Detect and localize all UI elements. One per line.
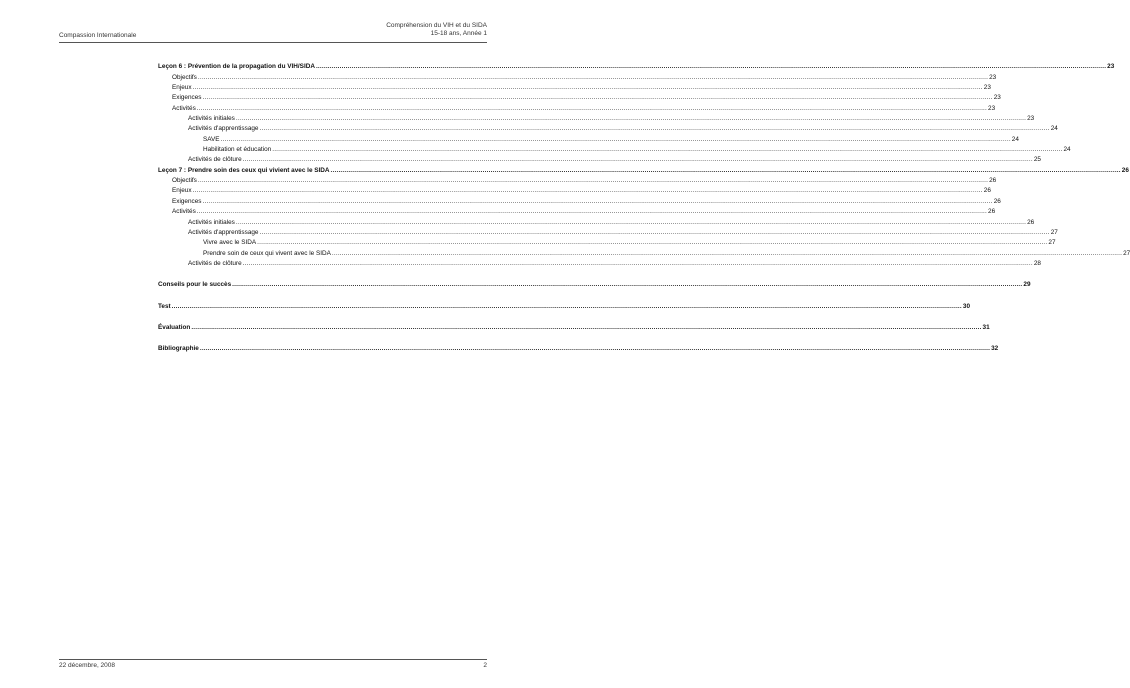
toc-entry-title: Activités de clôture (188, 259, 242, 267)
toc-entry-title: Conseils pour le succès (158, 281, 232, 289)
toc-entry-page: 27 (1050, 228, 1058, 236)
toc-entry-page: 24 (1050, 125, 1058, 133)
toc-entry[interactable] (158, 322, 990, 332)
toc-entry-title: Bibliographie (158, 345, 199, 353)
toc-entry-page: 24 (1063, 146, 1071, 154)
toc-dot-leader: ................................................................................................................................................................................................................................................................................................................................................................................................................ (191, 323, 982, 331)
toc-entry[interactable] (158, 123, 1058, 133)
toc-entry-title: Activités de clôture (188, 156, 242, 164)
toc-entry[interactable] (158, 154, 1041, 164)
toc-entry[interactable] (158, 343, 999, 353)
toc-entry-title: Test (158, 302, 171, 310)
header-title-line1: Compréhension du VIH et du SIDA (386, 22, 487, 29)
toc-entry[interactable] (158, 144, 1071, 154)
toc-entry-page: 23 (993, 94, 1001, 102)
toc-dot-leader: ................................................................................................................................................................................................................................................................................................................................................................................................................ (196, 208, 988, 216)
toc-entry[interactable] (158, 216, 1035, 226)
toc-entry[interactable] (158, 92, 1001, 102)
toc-entry-title: Activités (172, 208, 196, 216)
toc-entry-page: 29 (1023, 281, 1031, 289)
toc-entry-title: Activités d'apprentissage (188, 125, 259, 133)
toc-dot-leader: ................................................................................................................................................................................................................................................................................................................................................................................................................ (197, 73, 989, 81)
toc-entry-title: Objectifs (172, 73, 197, 81)
toc-dot-leader: ................................................................................................................................................................................................................................................................................................................................................................................................................ (192, 84, 983, 92)
toc-entry[interactable] (158, 237, 1056, 247)
toc-entry[interactable] (158, 195, 1001, 205)
toc-entry-title: Habilitation et éducation (203, 146, 272, 154)
toc-entry-title: Activités initiales (188, 218, 235, 226)
toc-dot-leader: ................................................................................................................................................................................................................................................................................................................................................................................................................ (272, 146, 1063, 154)
toc-dot-leader: ................................................................................................................................................................................................................................................................................................................................................................................................................ (242, 259, 1033, 267)
toc-entry[interactable] (158, 279, 1031, 289)
toc-entry-title: Évaluation (158, 323, 191, 331)
toc-entry-title: Leçon 7 : Prendre soin des ceux qui vivient avec le SIDA (158, 166, 330, 174)
toc-entry-page: 23 (988, 104, 996, 112)
toc-entry-page: 26 (993, 197, 1001, 205)
toc-dot-leader: ................................................................................................................................................................................................................................................................................................................................................................................................................ (171, 302, 962, 310)
toc-entry[interactable] (158, 258, 1041, 268)
toc-entry-title: Exigences (172, 197, 202, 205)
toc-entry-title: Objectifs (172, 177, 197, 185)
toc-entry[interactable] (158, 206, 996, 216)
toc-entry[interactable] (158, 300, 970, 310)
toc-entry-title: Activités d'apprentissage (188, 228, 259, 236)
toc-entry-page: 27 (1048, 239, 1056, 247)
toc-entry-title: Activités (172, 104, 196, 112)
toc-entry-title: Enjeux (172, 187, 192, 195)
toc-entry[interactable] (158, 61, 1115, 71)
toc-entry-page: 24 (1011, 135, 1019, 143)
toc-dot-leader: ................................................................................................................................................................................................................................................................................................................................................................................................................ (331, 249, 1123, 257)
toc-entry-page: 27 (1123, 249, 1130, 257)
toc-entry-title: SAVE (203, 135, 220, 143)
toc-dot-leader: ................................................................................................................................................................................................................................................................................................................................................................................................................ (242, 156, 1033, 164)
toc-dot-leader: ................................................................................................................................................................................................................................................................................................................................................................................................................ (192, 187, 983, 195)
toc-spacer (158, 268, 486, 279)
toc-entry[interactable] (158, 227, 1058, 237)
toc-entry-title: Vivre avec le SIDA (203, 239, 257, 247)
toc-entry-page: 26 (988, 208, 996, 216)
toc-entry[interactable] (158, 247, 1130, 257)
header-divider (59, 42, 487, 43)
footer-page-number: 2 (483, 662, 487, 669)
toc-entry[interactable] (158, 113, 1035, 123)
toc-entry-page: 23 (1107, 63, 1115, 71)
toc-entry[interactable] (158, 185, 991, 195)
toc-dot-leader: ................................................................................................................................................................................................................................................................................................................................................................................................................ (259, 125, 1050, 133)
toc-entry-page: 25 (1033, 156, 1041, 164)
toc-entry-page: 28 (1033, 259, 1041, 267)
toc-entry[interactable] (158, 71, 997, 81)
toc-dot-leader: ................................................................................................................................................................................................................................................................................................................................................................................................................ (259, 228, 1050, 236)
toc-spacer (158, 311, 486, 322)
table-of-contents (158, 61, 1130, 353)
toc-dot-leader: ................................................................................................................................................................................................................................................................................................................................................................................................................ (202, 94, 993, 102)
toc-entry-title: Leçon 6 : Prévention de la propagation du VIH/SIDA (158, 63, 315, 71)
toc-dot-leader: ................................................................................................................................................................................................................................................................................................................................................................................................................ (199, 345, 991, 353)
toc-entry-title: Exigences (172, 94, 202, 102)
toc-entry-page: 26 (1027, 218, 1035, 226)
toc-dot-leader: ................................................................................................................................................................................................................................................................................................................................................................................................................ (220, 135, 1011, 143)
toc-dot-leader: ................................................................................................................................................................................................................................................................................................................................................................................................................ (235, 218, 1027, 226)
header-title (386, 22, 487, 39)
toc-dot-leader: ................................................................................................................................................................................................................................................................................................................................................................................................................ (257, 239, 1048, 247)
toc-dot-leader: ................................................................................................................................................................................................................................................................................................................................................................................................................ (232, 281, 1023, 289)
toc-entry-page: 23 (989, 73, 997, 81)
toc-entry-page: 30 (962, 302, 970, 310)
toc-entry-title: Activités initiales (188, 115, 235, 123)
toc-spacer (158, 289, 486, 300)
toc-spacer (158, 332, 486, 343)
toc-entry-page: 26 (983, 187, 991, 195)
toc-dot-leader: ................................................................................................................................................................................................................................................................................................................................................................................................................ (197, 177, 989, 185)
footer-divider (59, 659, 487, 660)
toc-entry-title: Prendre soin de ceux qui vivent avec le SIDA (203, 249, 331, 257)
toc-entry-page: 23 (983, 84, 991, 92)
toc-entry-page: 26 (1121, 166, 1129, 174)
toc-entry-page: 31 (982, 323, 990, 331)
toc-entry-page: 26 (989, 177, 997, 185)
toc-entry[interactable] (158, 164, 1129, 174)
toc-entry[interactable] (158, 82, 991, 92)
toc-dot-leader: ................................................................................................................................................................................................................................................................................................................................................................................................................ (202, 197, 993, 205)
toc-entry[interactable] (158, 175, 997, 185)
toc-dot-leader: ................................................................................................................................................................................................................................................................................................................................................................................................................ (330, 166, 1121, 174)
toc-entry-title: Enjeux (172, 84, 192, 92)
toc-entry-page: 23 (1027, 115, 1035, 123)
header-organization: Compassion Internationale (59, 32, 137, 39)
toc-entry-page: 32 (991, 345, 999, 353)
toc-entry[interactable] (158, 133, 1019, 143)
toc-dot-leader: ................................................................................................................................................................................................................................................................................................................................................................................................................ (315, 63, 1107, 71)
toc-dot-leader: ................................................................................................................................................................................................................................................................................................................................................................................................................ (196, 104, 988, 112)
header-title-line2: 15-18 ans, Année 1 (430, 30, 487, 38)
toc-entry[interactable] (158, 102, 996, 112)
footer-date: 22 décembre, 2008 (59, 662, 116, 669)
toc-dot-leader: ................................................................................................................................................................................................................................................................................................................................................................................................................ (235, 115, 1027, 123)
